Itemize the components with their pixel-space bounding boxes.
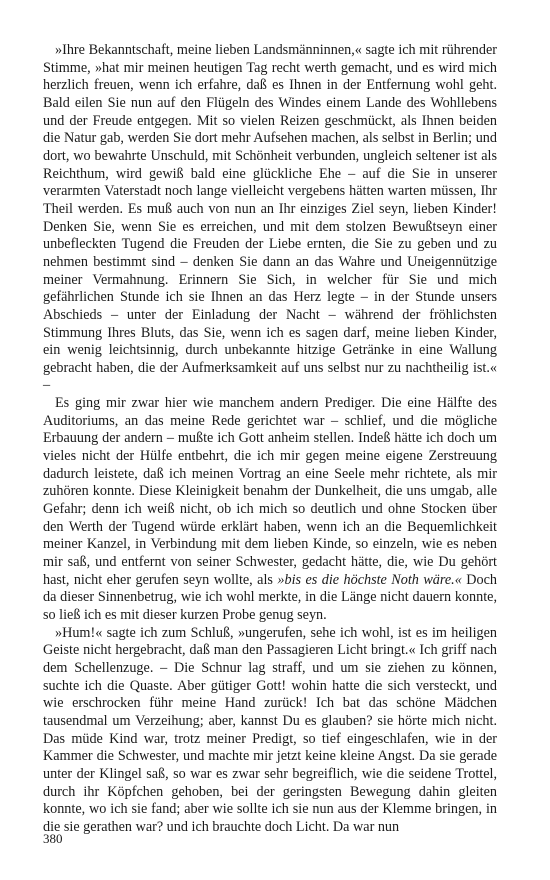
paragraph-text: »Ihre Bekanntschaft, meine lieben Landsmänninnen,« sagte ich mit rührender Stimme, »hat mir meinen heutigen Tag recht werth gemacht, und es wird mich herzlich freuen, wenn ich erfahre, daß es Ihnen in der Entfernung wohl geht. Bald eilen Sie nun auf den Flügeln des Windes einem Lande des Wohllebens und der Freude entgegen. Mit so vielen Reizen geschmückt, als Ihnen beiden die Natur gab, werden Sie dort mehr Aufsehen machen, als selbst in Berlin; und dort, wo bewahrte Unschuld, mit Schönheit verbunden, ungleich seltener ist als Reichthum, wird gewiß bald eine glückliche Ehe – auf die Sie in unserer verarmten Vaterstadt noch lange vielleicht vergebens hätten warten müssen, Ihr Theil werden. Es muß auch von nun an Ihr einziges Ziel seyn, lieben Kinder! Denken Sie, wenn Sie es erreichen, und mit dem stolzen Bewußtseyn einer unbefleckten Tugend die Freuden der Liebe ernten, die Sie zu geben und zu nehmen bestimmt sind – denken Sie dann an das Wahre und Uneigennützige meiner Vermahnung. Erinnern Sie Sich, in welcher für Sie und mich gefährlichen Stunde ich sie Ihnen an das Herz legte – in der Stunde unsers Abschieds – unter der Einladung der Nacht – während der fröhlichsten Stimmung Ihres Bluts, das Sie, wenn ich es sagen darf, meine lieben Kinder, ein wenig leichtsinnig, durch unbekannte hitzige Getränke in eine Wallung gebracht haben, die der Aufmerksamkeit auf uns selbst nur zu nachtheilig ist.« – (43, 42, 497, 394)
page-number: 380 (43, 831, 63, 846)
paragraph (43, 625, 497, 837)
paragraph-text: Es ging mir zwar hier wie manchem andern Prediger. Die eine Hälfte des Auditoriums, an das meine Rede gerichtet war – schlief, und die mögliche Erbauung der andern – mußte ich Gott anheim stellen. Indeß hätte ich doch um vieles nicht der Hülfe entbehrt, die ich mir gegen meine eigene Zerstreuung dadurch leistete, daß ich meinen Vortrag an eine Seele mehr richtete, als mir zuhören konnte. Diese Kleinigkeit benahm der Dunkelheit, die uns umgab, alle Gefahr; denn ich weiß nicht, ob ich mich so deutlich und ohne Stocken über den Werth der Tugend würde erklärt haben, wenn ich an die Bequemlichkeit meiner Kanzel, in Verbindung mit dem lieben Kinde, so einzeln, wie es neben mir saß, und entfernt von seiner Schwester, gedacht hätte, die, wie Du gehört hast, nicht eher gerufen seyn wollte, als (43, 395, 497, 588)
paragraph-text: »Hum!« sagte ich zum Schluß, »ungerufen, sehe ich wohl, ist es im heiligen Geiste nicht hergebracht, daß man den Passagieren Licht bringt.« Ich griff nach dem Schellenzuge. – Die Schnur lag straff, und um sie ziehen zu können, suchte ich die Quaste. Aber gütiger Gott! wohin hatte die sich versteckt, und wie erschrocken führ meine Hand zurück! Ich bat das schöne Mädchen tausendmal um Verzeihung; aber, kannst Du es glauben? sie hörte mich nicht. Das müde Kind war, trotz meiner Predigt, so tief eingeschlafen, wie in der Kammer die Schwester, und machte mir jetzt keine kleine Angst. Da sie gerade unter der Klingel saß, so war es zwar sehr begreiflich, wie die seidene Trottel, durch ihr Köpfchen gehoben, bei der geringsten Bewegung dahin gleiten konnte, wo ich sie fand; aber wie sollte ich sie nun aus der Klemme bringen, in die sie gerathen war? und ich brauchte doch Licht. Da war nun (43, 624, 497, 835)
paragraph (43, 395, 497, 625)
body-text (43, 42, 497, 837)
paragraph-italic-text: »bis es die höchste Noth wäre.« (277, 571, 462, 588)
paragraph-text: Doch da dieser Sinnenbetrug, wie ich wohl merkte, in die Länge nicht dauern konnte, so ließ ich es mit dieser kurzen Probe genug seyn. (43, 571, 498, 623)
paragraph (43, 42, 497, 395)
